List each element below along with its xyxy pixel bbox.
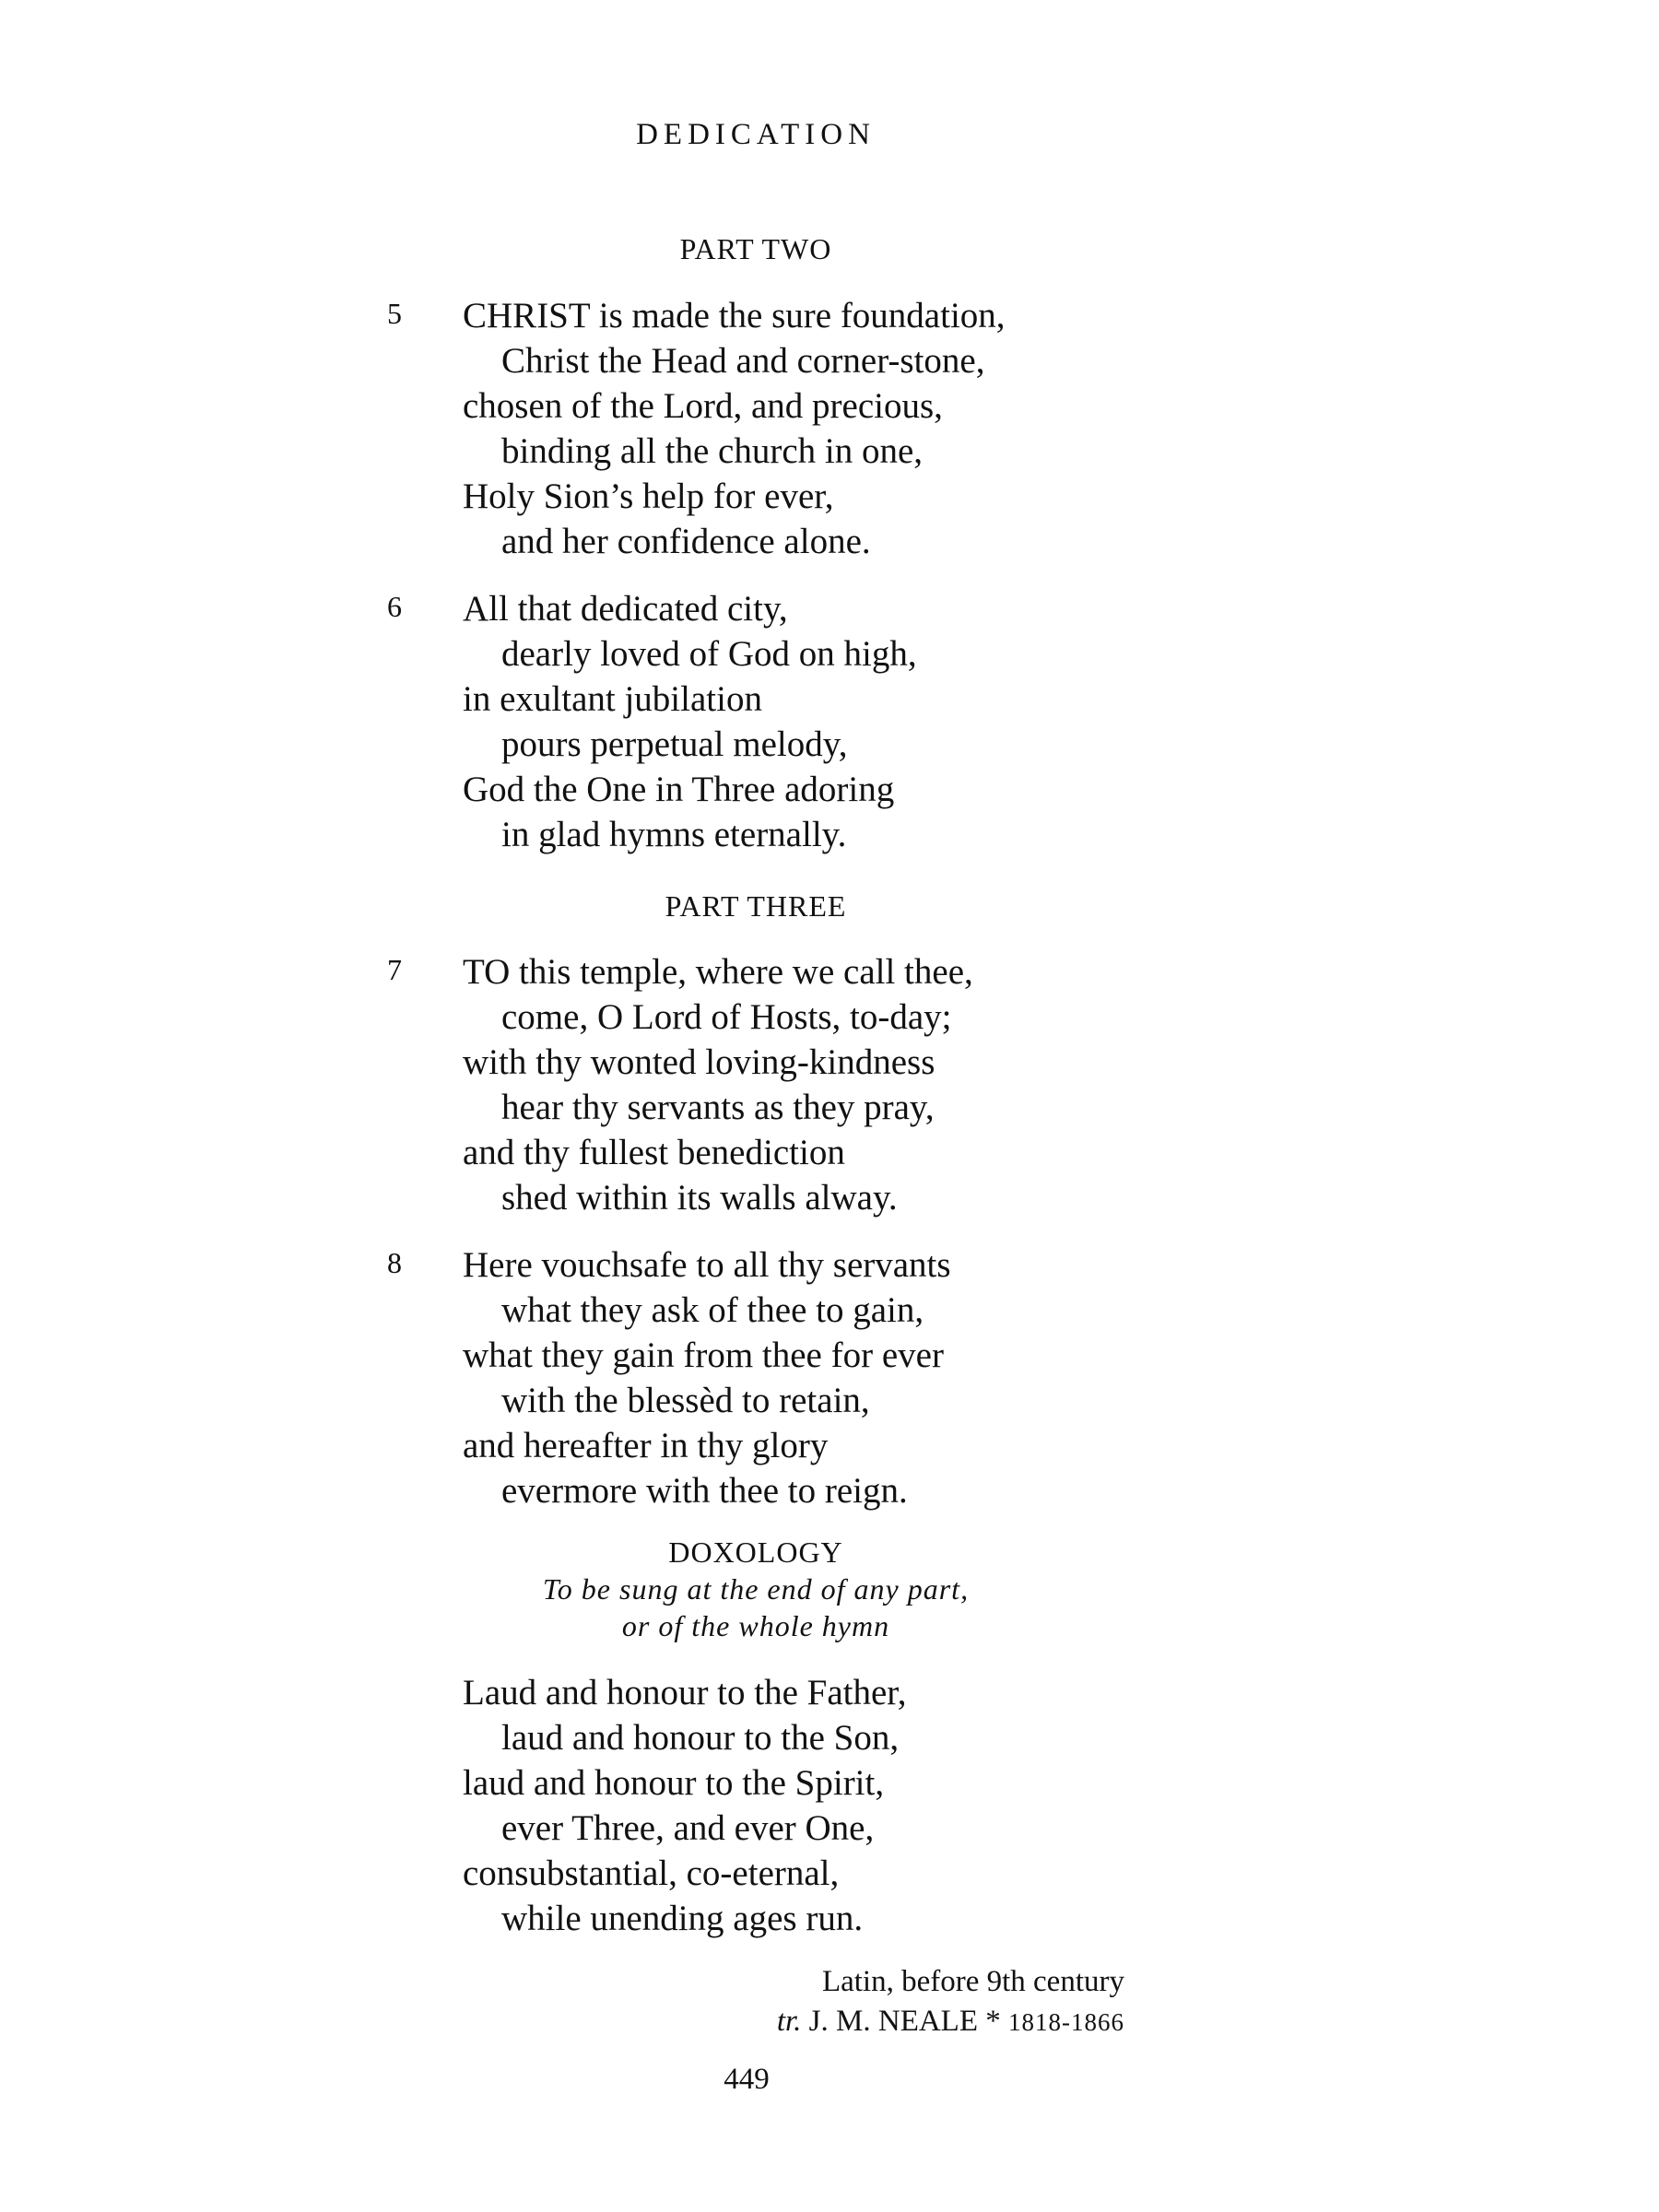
verse-line: Here vouchsafe to all thy servants [463, 1245, 951, 1285]
attribution-tr-prefix: tr. [776, 2005, 802, 2038]
verse-line: with the blessèd to retain, [501, 1381, 870, 1420]
attribution-dates: 1818-1866 [1008, 2008, 1124, 2036]
doxology-note-line: To be sung at the end of any part, [542, 1572, 970, 1606]
attribution-source: Latin, before 9th century [821, 1965, 1124, 1998]
doxology-line: consubstantial, co-eternal, [463, 1853, 840, 1893]
verse-line: dearly loved of God on high, [501, 634, 917, 674]
attribution-translator [777, 2005, 1124, 2039]
verse-line: TO this temple, where we call thee, [463, 952, 973, 992]
verse-line: in glad hymns eternally. [501, 815, 847, 854]
verse-line: God the One in Three adoring [463, 770, 895, 809]
doxology-heading: DOXOLOGY [668, 1535, 843, 1569]
verse-line: and hereafter in thy glory [463, 1426, 829, 1465]
verse-line: and thy fullest benediction [463, 1133, 845, 1172]
doxology-note-line: or of the whole hymn [621, 1609, 890, 1642]
verse-line: what they ask of thee to gain, [501, 1290, 924, 1330]
doxology-line: ever Three, and ever One, [501, 1808, 875, 1848]
verse-line: in exultant jubilation [463, 679, 762, 719]
verse-line: pours perpetual melody, [501, 724, 848, 764]
verse-line: Christ the Head and corner-stone, [501, 341, 985, 381]
running-head: DEDICATION [636, 118, 876, 151]
verse-line: come, O Lord of Hosts, to-day; [501, 997, 952, 1037]
doxology-line: laud and honour to the Son, [501, 1718, 900, 1758]
verse-line: evermore with thee to reign. [501, 1471, 908, 1511]
verse-line: hear thy servants as they pray, [501, 1088, 935, 1127]
verse-number: 7 [387, 953, 402, 986]
verse-line: shed within its walls alway. [501, 1178, 898, 1218]
verse-line: CHRIST is made the sure foundation, [463, 296, 1006, 335]
verse-line: binding all the church in one, [501, 431, 924, 471]
verse-line: All that dedicated city, [463, 589, 788, 629]
page-number: 449 [724, 2063, 770, 2096]
doxology-line: while unending ages run. [501, 1899, 864, 1938]
attribution-translator-name: J. M. NEALE [808, 2005, 978, 2038]
verse-number: 6 [387, 590, 402, 623]
verse-line: with thy wonted loving-kindness [463, 1042, 935, 1082]
attribution-mark: * [985, 2005, 1001, 2038]
verse-line: what they gain from thee for ever [463, 1335, 944, 1375]
doxology-line: laud and honour to the Spirit, [463, 1763, 885, 1803]
verse-number: 8 [387, 1246, 402, 1279]
doxology-line: Laud and honour to the Father, [463, 1673, 907, 1712]
part-three-heading: PART THREE [665, 889, 847, 923]
verse-number: 5 [387, 297, 402, 330]
verse-line: chosen of the Lord, and precious, [463, 386, 943, 426]
verse-line: and her confidence alone. [501, 522, 871, 561]
part-two-heading: PART TWO [679, 232, 832, 265]
verse-line: Holy Sion’s help for ever, [463, 477, 834, 516]
